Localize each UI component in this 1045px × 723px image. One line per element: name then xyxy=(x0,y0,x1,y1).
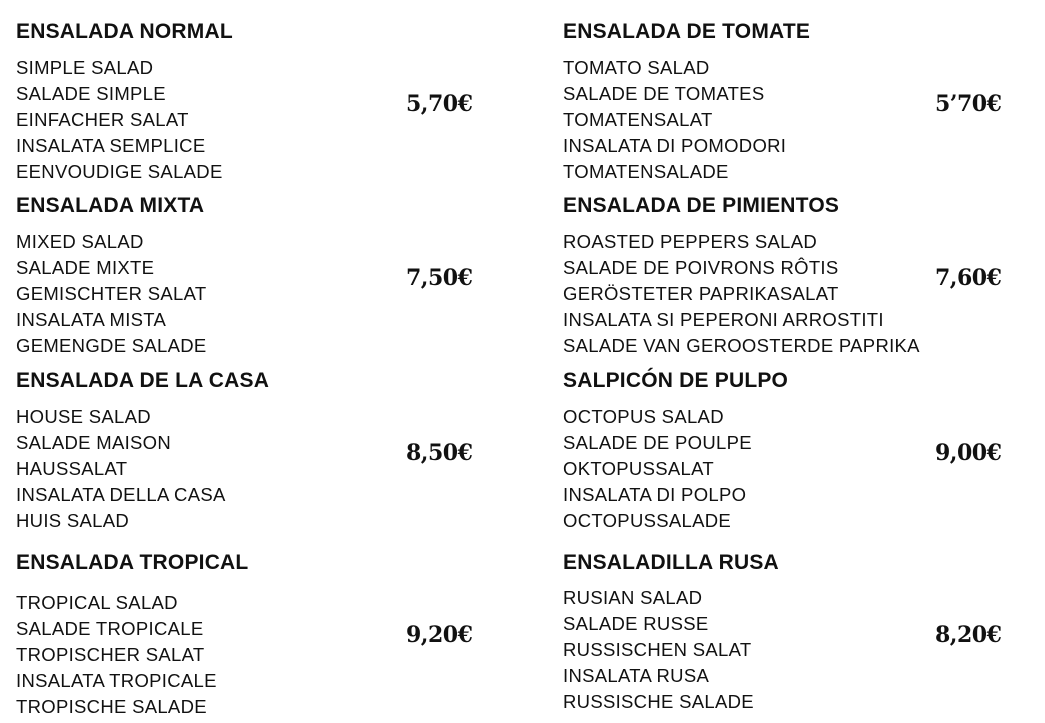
translation: INSALATA DI POMODORI xyxy=(563,135,787,156)
translation: SALADE DE POULPE xyxy=(563,432,752,453)
translation-list xyxy=(16,229,207,359)
item-title: ENSALADA DE LA CASA xyxy=(16,369,270,392)
item-title: ENSALADA DE TOMATE xyxy=(563,20,811,43)
translation: EENVOUDIGE SALADE xyxy=(16,161,223,182)
item-title: ENSALADA MIXTA xyxy=(16,194,205,217)
translation: MIXED SALAD xyxy=(16,231,144,252)
translation: HOUSE SALAD xyxy=(16,406,151,427)
translation: OCTOPUSSALADE xyxy=(563,510,732,531)
translation-list xyxy=(16,55,223,185)
translation: TOMATO SALAD xyxy=(563,57,710,78)
translation: INSALATA SI PEPERONI ARROSTITI xyxy=(563,309,884,330)
item-price: 5’70€ xyxy=(935,91,1002,117)
item-title: ENSALADILLA RUSA xyxy=(563,551,779,574)
translation: RUSSISCHE SALADE xyxy=(563,691,754,712)
item-price: 7,50€ xyxy=(406,265,473,291)
translation: HAUSSALAT xyxy=(16,458,128,479)
translation: RUSSISCHEN SALAT xyxy=(563,639,752,660)
translation-list xyxy=(563,585,754,715)
translation: SALADE RUSSE xyxy=(563,613,709,634)
translation: ROASTED PEPPERS SALAD xyxy=(563,231,818,252)
translation: SALADE MAISON xyxy=(16,432,172,453)
translation: SALADE MIXTE xyxy=(16,257,155,278)
item-price: 7,60€ xyxy=(935,265,1002,291)
translation-list xyxy=(16,404,226,534)
translation: INSALATA DI POLPO xyxy=(563,484,747,505)
translation: TOMATENSALAT xyxy=(563,109,713,130)
translation: TOMATENSALADE xyxy=(563,161,729,182)
translation: EINFACHER SALAT xyxy=(16,109,189,130)
item-title: ENSALADA NORMAL xyxy=(16,20,233,43)
translation-list xyxy=(16,590,217,720)
item-price: 5,70€ xyxy=(406,91,473,117)
item-title: SALPICÓN DE PULPO xyxy=(563,369,789,392)
translation-list xyxy=(563,229,920,359)
translation: TROPISCHE SALADE xyxy=(16,696,207,717)
translation: OKTOPUSSALAT xyxy=(563,458,714,479)
translation: INSALATA MISTA xyxy=(16,309,167,330)
item-title: ENSALADA TROPICAL xyxy=(16,551,249,574)
translation-list xyxy=(563,55,786,185)
translation: TROPISCHER SALAT xyxy=(16,644,205,665)
translation: OCTOPUS SALAD xyxy=(563,406,724,427)
item-price: 8,50€ xyxy=(406,440,473,466)
translation: INSALATA RUSA xyxy=(563,665,710,686)
item-title: ENSALADA DE PIMIENTOS xyxy=(563,194,840,217)
item-price: 8,20€ xyxy=(935,622,1002,648)
translation: INSALATA SEMPLICE xyxy=(16,135,206,156)
translation: GEMISCHTER SALAT xyxy=(16,283,207,304)
translation-list xyxy=(563,404,752,534)
translation: TROPICAL SALAD xyxy=(16,592,178,613)
translation: GERÖSTETER PAPRIKASALAT xyxy=(563,283,839,304)
translation: INSALATA DELLA CASA xyxy=(16,484,226,505)
item-price: 9,20€ xyxy=(406,622,473,648)
item-price: 9,00€ xyxy=(935,440,1002,466)
translation: GEMENGDE SALADE xyxy=(16,335,207,356)
translation: SALADE DE TOMATES xyxy=(563,83,765,104)
translation: SALADE SIMPLE xyxy=(16,83,166,104)
translation: HUIS SALAD xyxy=(16,510,130,531)
translation: SALADE TROPICALE xyxy=(16,618,204,639)
translation: SALADE DE POIVRONS RÔTIS xyxy=(563,257,839,278)
translation: SALADE VAN GEROOSTERDE PAPRIKA xyxy=(563,335,920,356)
translation: INSALATA TROPICALE xyxy=(16,670,217,691)
translation: RUSIAN SALAD xyxy=(563,587,703,608)
translation: SIMPLE SALAD xyxy=(16,57,154,78)
